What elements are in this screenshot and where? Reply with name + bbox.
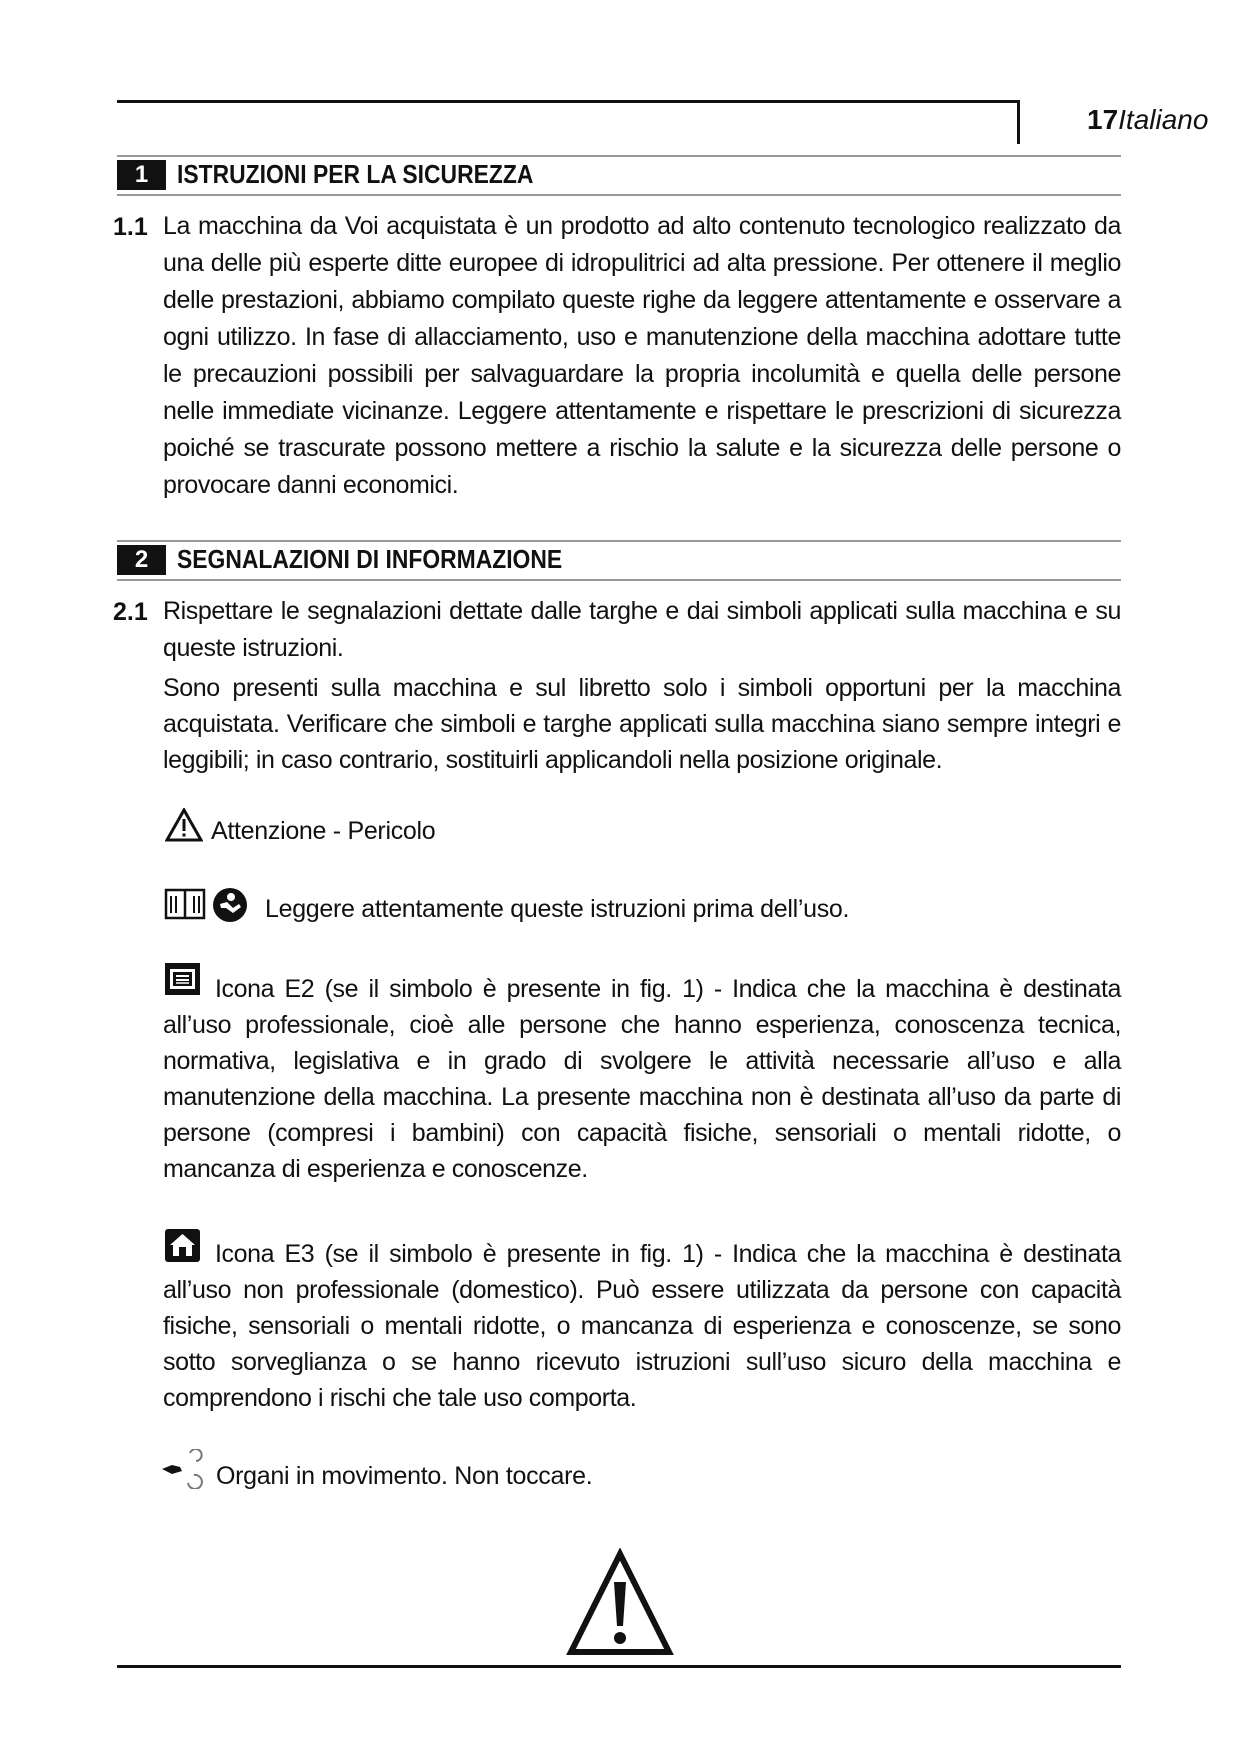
symbol-e2-text: Icona E2 (se il simbolo è presente in fig. 1) - Indica che la macchina è destinata all’uso professionale, cioè alle persone che hanno esperienza, conoscenza tecnica, normativa, legislativa e in grado di svolgere le attività necessarie all’uso e alla manutenzione della macchina. La presente macchina non è destinata all’uso da parte di persone (compresi i bambini) con capacità fisiche, sensoriali o mentali ridotte, o mancanza di esperienza e conoscenze.	[163, 975, 1121, 1183]
para-1-1-number: 1.1	[113, 213, 148, 241]
header-rule	[117, 100, 1020, 103]
section-1-number: 1	[117, 160, 166, 190]
para-2-1-number: 2.1	[113, 598, 148, 626]
page-header	[1087, 104, 1241, 136]
section-2-number: 2	[117, 545, 166, 575]
footer-rule	[117, 1665, 1121, 1668]
page-number: 17	[1087, 104, 1119, 135]
section-1-heading	[117, 155, 1121, 196]
section-1-title: ISTRUZIONI PER LA SICUREZZA	[177, 159, 534, 189]
section-2-title: SEGNALAZIONI DI INFORMAZIONE	[177, 544, 563, 574]
header-tick	[1017, 100, 1020, 144]
para-1-1-body: La macchina da Voi acquistata è un prodotto ad alto contenuto tecnologico realizzato da una delle più esperte ditte europee di idropulitrici ad alta pressione. Per ottenere il meglio delle prestazioni, abbiamo compilato queste righe da leggere attentamente e osservare a ogni utilizzo. In fase di allacciamento, uso e manutenzione della macchina adottare tutte le precauzioni possibili per salvaguardare la propria incolumità e quella delle persone nelle immediate vicinanze. Leggere attentamente e rispettare le prescrizioni di sicurezza poiché se trascurate possono mettere a rischio la salute e la sicurezza delle persone o provocare danni economici.	[163, 212, 1121, 499]
para-2-1-text-2: Sono presenti sulla macchina e sul libretto solo i simboli opportuni per la macchina acquistata. Verificare che simboli e targhe applicati sulla macchina siano sempre integri e leggibili; in caso contrario, sostituirli applicandoli nella posizione originale.	[163, 674, 1121, 774]
section-2-heading	[117, 540, 1121, 581]
manual-book-icon	[164, 887, 206, 921]
page-language: Italiano	[1118, 104, 1209, 135]
moving-parts-icon	[160, 1449, 204, 1489]
symbol-read-text: Leggere attentamente queste istruzioni prima dell’uso.	[265, 895, 850, 923]
warning-triangle-icon	[165, 808, 203, 842]
symbol-warning-text: Attenzione - Pericolo	[211, 817, 436, 845]
large-warning-icon	[565, 1548, 675, 1658]
symbol-e3-text: Icona E3 (se il simbolo è presente in fig. 1) - Indica che la macchina è destinata all’uso non professionale (domestico). Può essere utilizzata da persone con capacità fisiche, sensoriali o mentali ridotte, o mancanza di esperienza e conoscenze, se sono sotto sorveglianza o se hanno ricevuto istruzioni sull’uso sicuro della macchina e comprendono i rischi che tale uso comporta.	[163, 1240, 1121, 1412]
read-instructions-icon	[211, 886, 249, 924]
para-1-1-text	[163, 208, 1121, 504]
para-2-1-text-1: Rispettare le segnalazioni dettate dalle targhe e dai simboli applicati sulla macchina e su queste istruzioni.	[163, 597, 1121, 662]
symbol-moving-text: Organi in movimento. Non toccare.	[216, 1462, 593, 1490]
